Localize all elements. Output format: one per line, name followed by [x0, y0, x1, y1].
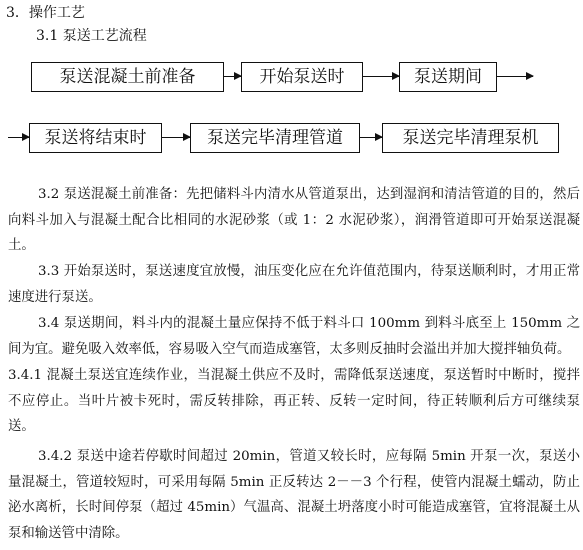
flow-step-1: 泵送混凝土前准备 — [31, 62, 224, 92]
paragraph-3-4: 3.4 泵送期间，料斗内的混凝土量应保持不低于料斗口 100mm 到料斗底至上 150mm 之间为宜。避免吸入效率低，容易吸入空气而造成塞管，太多则反抽时会溢出并加大搅拌轴负荷。 — [8, 316, 580, 357]
flow-step-2: 开始泵送时 — [241, 62, 363, 92]
subsection-heading: 3.1 泵送工艺流程 — [36, 28, 147, 44]
flow-step-4: 泵送将结束时 — [29, 123, 162, 153]
paragraph-3-3: 3.3 开始泵送时，泵送速度宜放慢，油压变化应在允许值范围内，待泵送顺利时，才用正常速度进行泵送。 — [8, 264, 580, 305]
section-heading: 3．操作工艺 — [6, 5, 85, 21]
paragraph-3-4-2: 3.4.2 泵送中途若停歇时间超过 20min，管道又较长时，应每隔 5min 开泵一次，泵送小量混凝土，管道较短时，可采用每隔 5min 正反转达 2－－3 个行程，使管内混凝土蠕动，防止泌水离析，长时间停泵（超过 45min）气温高、混凝土坍落度小时可能造成塞管，宜将混凝土从泵和输送管中清除。 — [8, 449, 580, 541]
paragraph-3-4-1: 3.4.1 混凝土泵送宜连续作业，当混凝土供应不及时，需降低泵送速度，泵送暂时中断时，搅拌不应停止。当叶片被卡死时，需反转排除，再正转、反转一定时间，待正转顺利后方可继续泵送。 — [8, 368, 580, 435]
paragraph-3-2: 3.2 泵送混凝土前准备：先把储料斗内清水从管道泵出，达到湿润和清洁管道的目的，然后向料斗加入与混凝土配合比相同的水泥砂浆（或 1：2 水泥砂浆），润滑管道即可开始泵送混凝土。 — [8, 187, 580, 254]
flow-step-6: 泵送完毕清理泵机 — [382, 123, 559, 153]
flow-arrow-icon — [363, 76, 399, 77]
flow-arrow-icon — [497, 76, 533, 77]
flow-arrow-icon — [8, 137, 29, 138]
flow-step-5: 泵送完毕清理管道 — [190, 123, 360, 153]
flow-step-3: 泵送期间 — [399, 62, 497, 92]
flow-arrow-icon — [162, 137, 190, 138]
flow-arrow-icon — [224, 76, 241, 77]
flow-arrow-icon — [360, 137, 382, 138]
